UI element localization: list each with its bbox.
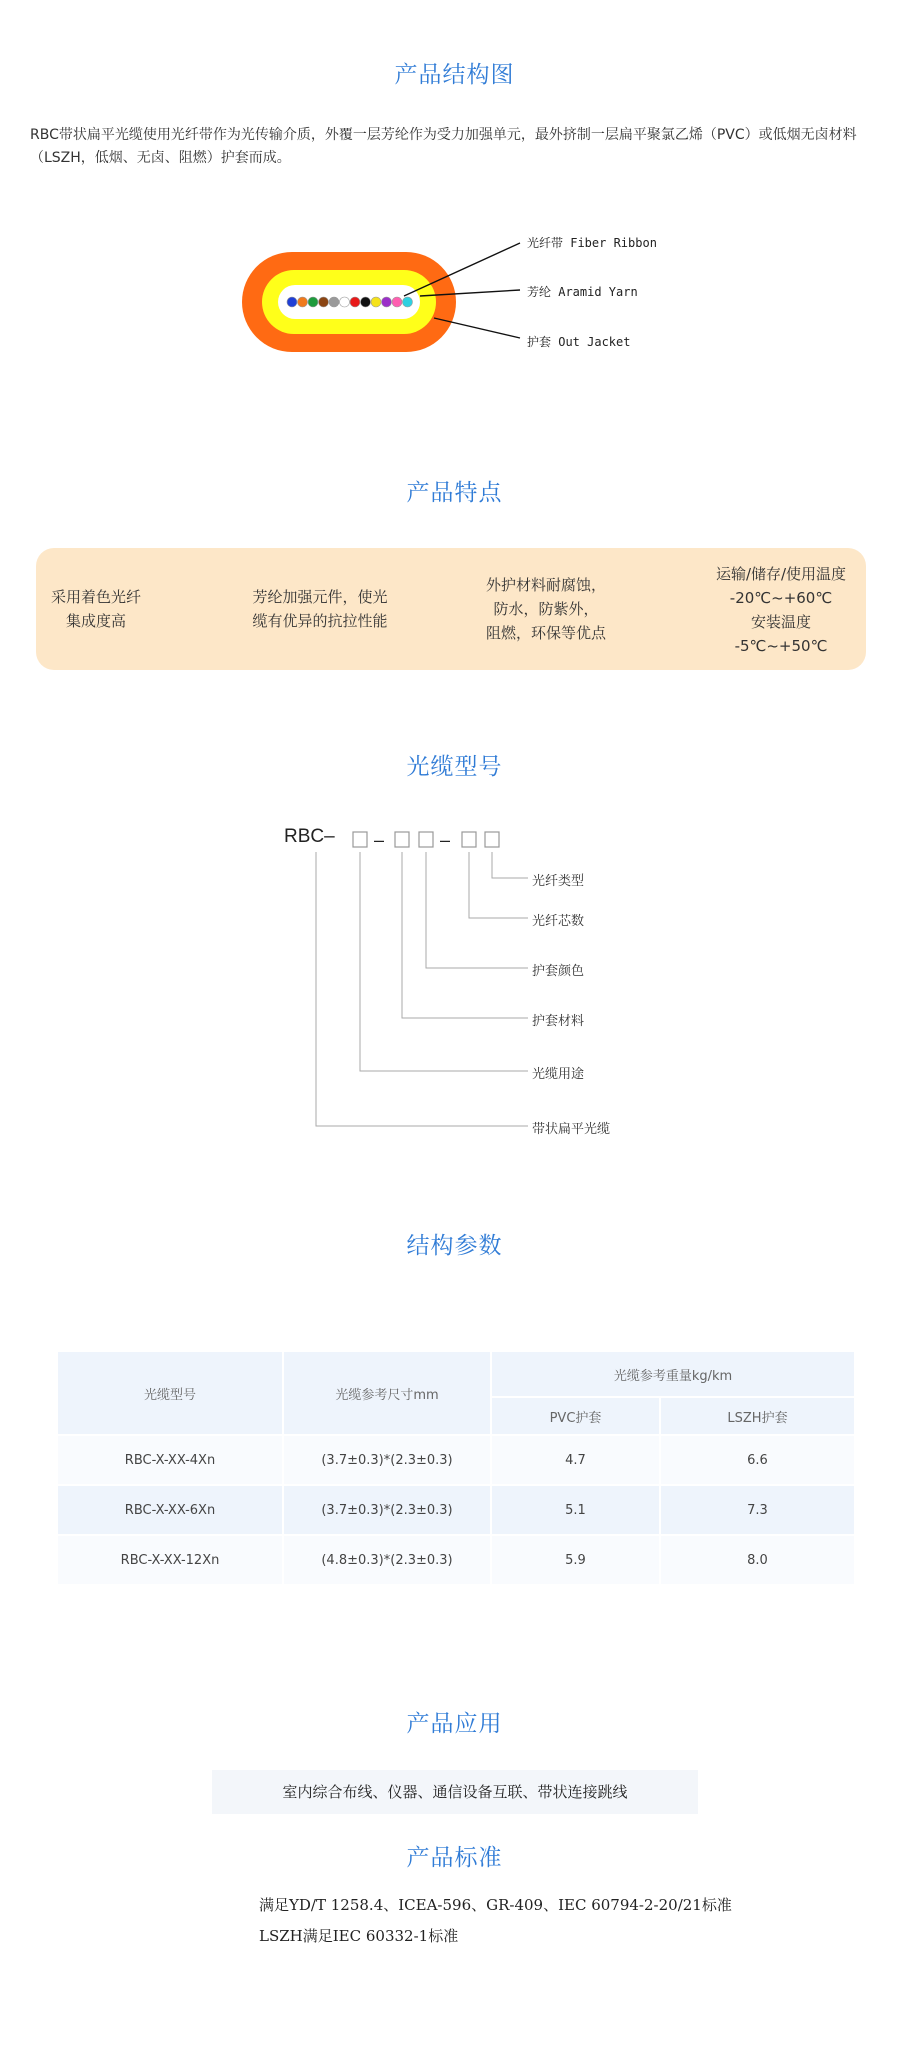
standard-line: LSZH满足IEC 60332-1标准 [259,1927,459,1945]
fiber-dot [298,297,308,307]
label-aramid-yarn: 芳纶 Aramid Yarn [527,285,638,299]
cell-model: RBC-X-XX-4Xn [58,1436,282,1484]
fiber-dot [403,297,413,307]
header-weight: 光缆参考重量kg/km [492,1352,854,1396]
fiber-dot [371,297,381,307]
header-lszh: LSZH护套 [661,1398,854,1434]
table-row [58,1536,854,1584]
cell-size: (3.7±0.3)*(2.3±0.3) [284,1436,490,1484]
code-box-usage [353,832,367,847]
fiber-dot [287,297,297,307]
model-label-ribbon-cable: 带状扁平光缆 [532,1122,611,1137]
leader-cable-usage [360,852,528,1071]
cable-cross-section-svg [0,230,909,370]
code-dash: – [374,830,385,850]
fiber-dot [361,297,371,307]
section-title-model: 光缆型号 [406,754,503,780]
cell-pvc-weight: 5.9 [492,1536,659,1584]
model-label-fiber-count: 光纤芯数 [532,914,585,929]
code-box-material [395,832,409,847]
model-label-jacket-material: 护套材料 [532,1014,585,1029]
cell-lszh-weight: 8.0 [661,1536,854,1584]
cell-lszh-weight: 6.6 [661,1436,854,1484]
features-panel [36,548,866,670]
section-title-application: 产品应用 [406,1711,503,1737]
leader-ribbon-cable [316,852,528,1126]
leader-jacket-material [402,852,528,1018]
feature-colored-fiber: 采用着色光纤 集成度高 [50,588,141,630]
label-fiber-ribbon: 光纤带 Fiber Ribbon [527,236,657,250]
header-size: 光缆参考尺寸mm [284,1352,490,1434]
leader-fiber-count [469,852,528,918]
label-out-jacket: 护套 Out Jacket [527,335,631,349]
header-model: 光缆型号 [58,1352,282,1434]
fiber-dot [340,297,350,307]
model-code-svg [0,810,909,1170]
leader-jacket-color [426,852,528,968]
fiber-dot [382,297,392,307]
table-row [58,1486,854,1534]
code-box-count [462,832,476,847]
section-title-structure: 产品结构图 [394,62,515,88]
section-title-features: 产品特点 [406,480,503,506]
cell-size: (3.7±0.3)*(2.3±0.3) [284,1486,490,1534]
standard-line: 满足YD/T 1258.4、ICEA-596、GR-409、IEC 60794-2-20/21标准 [259,1896,732,1914]
model-prefix: RBC– [284,826,335,847]
cell-pvc-weight: 4.7 [492,1436,659,1484]
section-title-standard: 产品标准 [406,1845,503,1871]
model-code-diagram [0,810,909,1170]
feature-temperature: 运输/储存/使用温度 -20℃~+60℃ 安装温度 -5℃~+50℃ [715,565,847,655]
fiber-dot [350,297,360,307]
cell-model: RBC-X-XX-12Xn [58,1536,282,1584]
fiber-dot [392,297,402,307]
header-pvc: PVC护套 [492,1398,659,1434]
cell-lszh-weight: 7.3 [661,1486,854,1534]
cell-pvc-weight: 5.1 [492,1486,659,1534]
params-table [56,1350,856,1586]
application-text: 室内综合布线、仪器、通信设备互联、带状连接跳线 [212,1770,698,1814]
cell-model: RBC-X-XX-6Xn [58,1486,282,1534]
cable-cross-section-diagram [0,230,909,370]
table-row [58,1436,854,1484]
code-box-type [485,832,499,847]
model-label-jacket-color: 护套颜色 [532,964,585,979]
leader-fiber-type [492,852,528,878]
feature-jacket-material: 外护材料耐腐蚀， 防水，防紫外， 阻燃，环保等优点 [485,576,606,642]
model-label-fiber-type: 光纤类型 [532,874,585,889]
fiber-dot [329,297,339,307]
feature-aramid: 芳纶加强元件，使光 缆有优异的抗拉性能 [252,588,388,630]
model-label-cable-usage: 光缆用途 [532,1067,585,1082]
fiber-dot [319,297,329,307]
intro-text: RBC带状扁平光缆使用光纤带作为光传输介质，外覆一层芳纶作为受力加强单元，最外挤制一层扁平聚氯乙烯（PVC）或低烟无卤材料（LSZH，低烟、无卤、阻燃）护套而成。 [30,127,857,166]
code-box-color [419,832,433,847]
code-dash: – [440,830,451,850]
cell-size: (4.8±0.3)*(2.3±0.3) [284,1536,490,1584]
fiber-dot [308,297,318,307]
section-title-params: 结构参数 [406,1233,503,1259]
